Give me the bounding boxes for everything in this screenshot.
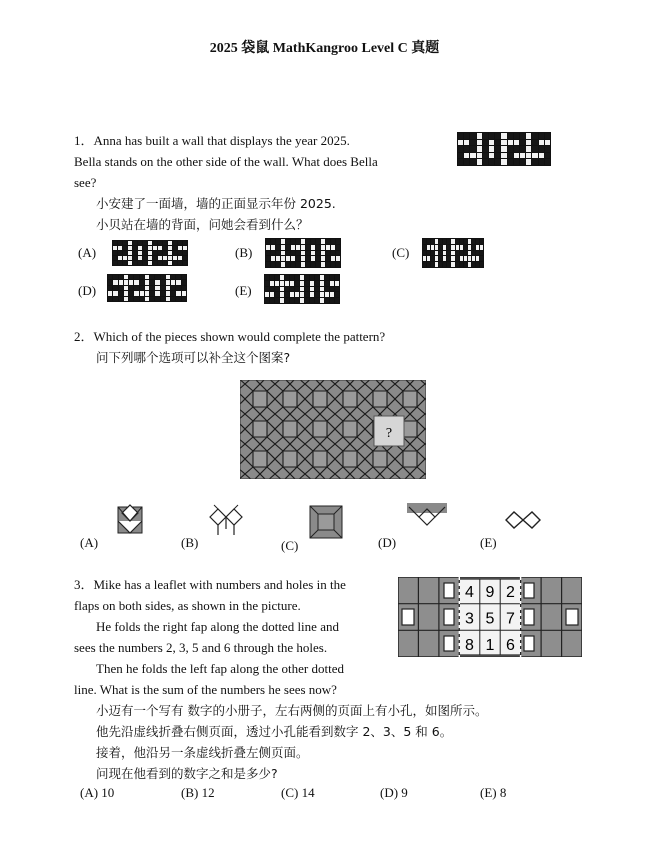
q3-text-line6: line. What is the sum of the numbers he sees now?: [74, 682, 337, 697]
q3-text-line2: flaps on both sides, as shown in the picture.: [74, 598, 301, 613]
q2-cn-text: 问下列哪个选项可以补全这个图案?: [96, 350, 291, 365]
leaflet-number: 9: [485, 584, 495, 601]
q3-text-line5: Then he folds the left fap along the other dotted: [96, 661, 345, 676]
q2-option-b-image[interactable]: [206, 503, 246, 539]
q3-cn-line1: 小迈有一个写有 数字的小册子，左右两侧的页面上有小孔，如图所示。: [96, 703, 488, 718]
q1-option-b-label[interactable]: (B): [235, 245, 253, 260]
q3-answer-e-label: (E): [480, 785, 497, 800]
leaflet-hole: [566, 609, 578, 625]
q3-answer-c[interactable]: [281, 782, 315, 803]
q1-text-line3: see?: [74, 175, 97, 190]
leaflet-hole: [524, 636, 534, 651]
leaflet-number: 8: [465, 637, 474, 654]
q3-answer-d-label: (D): [380, 785, 399, 800]
leaflet-number: 1: [485, 637, 495, 654]
q2-question-mark: ?: [385, 426, 393, 441]
q3-answer-a-label: (A): [80, 785, 99, 800]
q3-cn-line3: 接着，他沿另一条虚线折叠左侧页面。: [96, 745, 309, 760]
q3-answer-d-value: 9: [401, 785, 408, 800]
leaflet-hole: [444, 609, 454, 625]
q1-option-a-label[interactable]: (A): [78, 245, 97, 260]
q3-answer-e-value: 8: [499, 785, 507, 800]
q3-answer-c-label: (C): [281, 785, 299, 800]
q1-cn-line2: 小贝站在墙的背面，问她会看到什么？: [96, 217, 309, 232]
q3-answer-a-value: 10: [101, 785, 115, 800]
q3-cn-line4: 问现在他看到的数字之和是多少?: [96, 766, 278, 781]
q3-answer-a[interactable]: [80, 782, 114, 803]
leaflet-number: 3: [465, 610, 474, 628]
q3-answer-b-label: (B): [181, 785, 199, 800]
q3-text-line3: He folds the right fap along the dotted line and: [96, 619, 339, 634]
leaflet-number: 4: [465, 584, 474, 601]
leaflet-hole: [402, 609, 414, 625]
q1-text-line2: Bella stands on the other side of the wall. What does Bella: [74, 154, 378, 169]
q2-pattern-image: [240, 380, 426, 479]
q3-answer-b-value: 12: [201, 785, 215, 800]
q3-cn-line2: 他先沿虚线折叠右侧页面，透过小孔能看到数字 2、3、5 和 6。: [96, 724, 453, 739]
q2-option-d-image[interactable]: [407, 503, 447, 531]
q2-option-a-label[interactable]: (A): [80, 535, 99, 550]
q3-answer-c-value: 14: [301, 785, 315, 800]
q2-option-e-label[interactable]: (E): [480, 535, 497, 550]
q1-text-line1: 1．Anna has built a wall that displays the year 2025.: [74, 133, 350, 148]
q3-answer-b[interactable]: [181, 782, 215, 803]
q2-text: 2．Which of the pieces shown would complete the pattern?: [74, 329, 386, 344]
q3-answer-d[interactable]: [380, 782, 408, 803]
leaflet-number: 2: [505, 584, 515, 601]
q1-option-a-image[interactable]: [112, 240, 188, 266]
q2-option-b-label[interactable]: (B): [181, 535, 199, 550]
leaflet-number: 6: [505, 637, 515, 654]
leaflet-number: 7: [505, 610, 515, 628]
q2-option-c-label[interactable]: (C): [281, 538, 299, 553]
q1-option-b-image[interactable]: [265, 238, 341, 268]
q3-leaflet-image: [398, 577, 582, 657]
leaflet-hole: [444, 636, 454, 651]
q2-option-e-image[interactable]: [504, 510, 542, 530]
q2-option-d-label[interactable]: (D): [378, 535, 397, 550]
q2-option-a-image[interactable]: [112, 503, 148, 539]
q1-cn-line1: 小安建了一面墙，墙的正面显示年份 2025.: [96, 196, 336, 211]
leaflet-hole: [444, 583, 454, 598]
q2-option-c-image[interactable]: [308, 504, 344, 540]
q3-answer-e[interactable]: [480, 782, 506, 803]
q1-option-c-label[interactable]: (C): [392, 245, 410, 260]
page-title: 2025 袋鼠 MathKangroo Level C 真题: [209, 41, 440, 56]
q1-wall-image: [457, 132, 551, 166]
q3-text-line4: sees the numbers 2, 3, 5 and 6 through the holes.: [74, 640, 328, 655]
q1-option-c-image[interactable]: [422, 238, 484, 268]
leaflet-hole: [524, 609, 534, 625]
leaflet-number: 5: [485, 610, 495, 628]
q1-option-d-image[interactable]: [107, 274, 187, 302]
q1-option-e-label[interactable]: (E): [235, 283, 252, 298]
leaflet-hole: [524, 583, 534, 598]
q1-option-e-image[interactable]: [264, 274, 340, 304]
q3-text-line1: 3．Mike has a leaflet with numbers and holes in the: [74, 577, 346, 592]
q1-option-d-label[interactable]: (D): [78, 283, 97, 298]
